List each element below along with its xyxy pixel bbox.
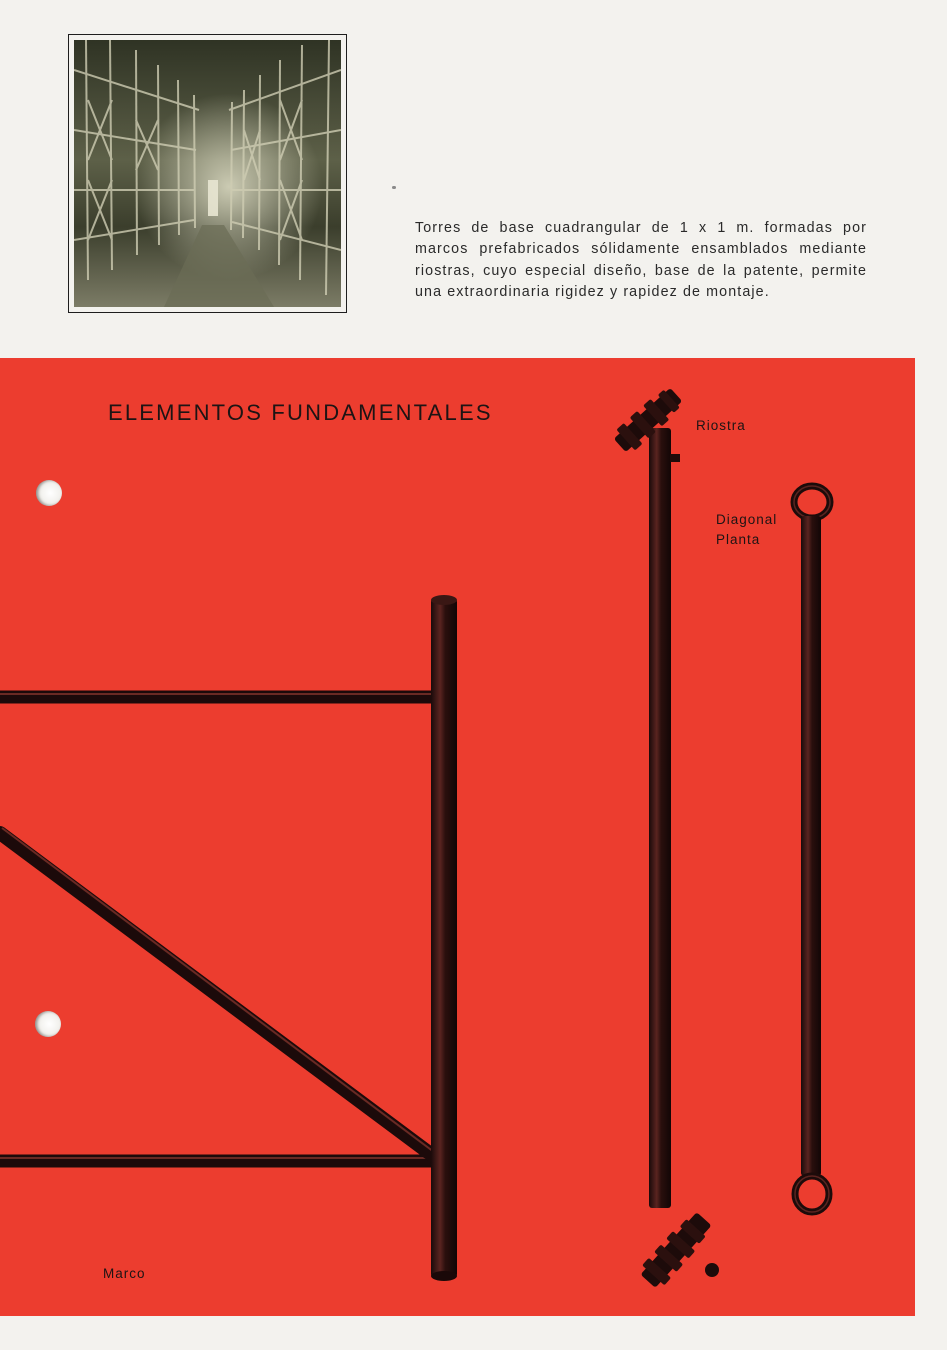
riostra-brace: [610, 384, 719, 1291]
scaffolding-photo: [74, 40, 341, 307]
label-riostra: Riostra: [696, 418, 746, 433]
paper-speck: [392, 186, 396, 189]
label-diagonal-line1: Diagonal: [716, 512, 778, 527]
diagonal-planta: [794, 486, 830, 1212]
photo-frame: [68, 34, 347, 313]
label-diagonal-planta: [716, 510, 777, 550]
intro-text: Torres de base cuadrangular de 1 x 1 m. formadas por marcos prefabricados sólidamente ensamblados mediante riostras, cuyo especial diseño, base de la patente, permite una extraordinaria rigidez y rapidez de montaje.: [415, 220, 867, 300]
marco-frame: [0, 595, 457, 1281]
label-diagonal-line2: Planta: [716, 532, 761, 547]
scaffold-parts-illustration: [0, 358, 915, 1316]
label-marco: Marco: [103, 1266, 146, 1281]
punch-hole-top: [36, 480, 62, 506]
elements-panel: [0, 358, 915, 1316]
punch-hole-bottom: [35, 1011, 61, 1037]
section-title: ELEMENTOS FUNDAMENTALES: [108, 400, 493, 425]
